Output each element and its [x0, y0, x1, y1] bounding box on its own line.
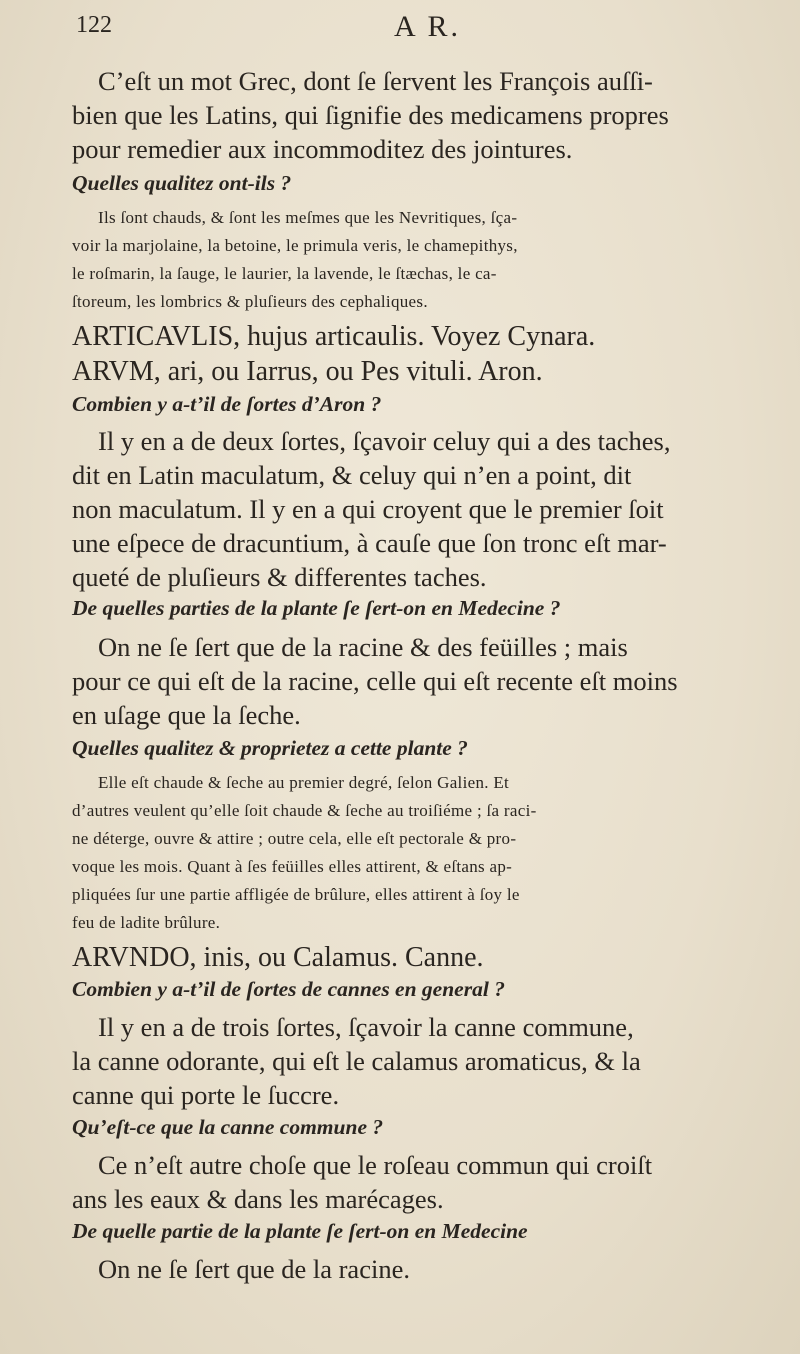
text-line: Ils ſont chauds, & ſont les meſmes que les Nevritiques, ſça- [98, 208, 518, 227]
text-line: voir la marjolaine, la betoine, le primula veris, le chamepithys, [72, 236, 518, 255]
text-line: Ce n’eſt autre choſe que le roſeau commun qui croiſt [98, 1150, 653, 1180]
question-line: Combien y a-t’il de ſortes de cannes en general ? [72, 977, 505, 1001]
text-line: pour ce qui eſt de la racine, celle qui eſt recente eſt moins [72, 666, 678, 696]
text-line: On ne ſe ſert que de la racine. [98, 1254, 410, 1284]
text-line: canne qui porte le ſuccre. [72, 1080, 340, 1110]
text-line: une eſpece de dracuntium, à cauſe que ſon tronc eſt mar- [72, 528, 667, 558]
text-line: pliquées ſur une partie affligée de brûlure, elles attirent à ſoy le [72, 885, 520, 904]
text-line: non maculatum. Il y en a qui croyent que le premier ſoit [72, 494, 664, 524]
question-line: Qu’eſt-ce que la canne commune ? [72, 1115, 384, 1139]
text-line: bien que les Latins, qui ſignifie des medicamens propres [72, 100, 669, 130]
text-line: la canne odorante, qui eſt le calamus aromaticus, & la [72, 1046, 641, 1076]
text-line: pour remedier aux incommoditez des jointures. [72, 134, 573, 164]
text-line: Elle eſt chaude & ſeche au premier degré, ſelon Galien. Et [98, 773, 510, 792]
text-line: le roſmarin, la ſauge, le laurier, la lavende, le ſtæchas, le ca- [72, 264, 497, 283]
text-line: en uſage que la ſeche. [72, 700, 301, 730]
question-line: Combien y a-t’il de ſortes d’Aron ? [72, 392, 382, 416]
text-line: ſtoreum, les lombrics & pluſieurs des cephaliques. [72, 292, 428, 311]
question-line: Quelles qualitez ont-ils ? [72, 171, 292, 195]
question-line: Quelles qualitez & proprietez a cette plante ? [72, 736, 468, 760]
text-line: Il y en a de deux ſortes, ſçavoir celuy qui a des taches, [98, 426, 671, 456]
text-line: voque les mois. Quant à ſes feüilles elles attirent, & eſtans ap- [72, 857, 513, 876]
question-line: De quelle partie de la plante ſe ſert-on en Medecine [72, 1219, 528, 1243]
question-line: De quelles parties de la plante ſe ſert-on en Medecine ? [72, 596, 561, 620]
running-title: A R. [394, 10, 462, 43]
entry-heading: ARTICAVLIS, hujus articaulis. Voyez Cynara. [72, 321, 596, 352]
page-header [72, 10, 760, 50]
text-line: feu de ladite brûlure. [72, 913, 221, 932]
text-line: d’autres veulent qu’elle ſoit chaude & ſeche au troiſiéme ; ſa raci- [72, 801, 537, 820]
text-line: On ne ſe ſert que de la racine & des feüilles ; mais [98, 632, 628, 662]
page-number: 122 [76, 12, 112, 38]
text-line: queté de pluſieurs & differentes taches. [72, 562, 487, 592]
text-line: dit en Latin maculatum, & celuy qui n’en a point, dit [72, 460, 632, 490]
entry-heading: ARVNDO, inis, ou Calamus. Canne. [72, 942, 484, 973]
text-line: ne déterge, ouvre & attire ; outre cela, elle eſt pectorale & pro- [72, 829, 517, 848]
text-line: Il y en a de trois ſortes, ſçavoir la canne commune, [98, 1012, 634, 1042]
text-line: C’eſt un mot Grec, dont ſe ſervent les François auſſi- [98, 66, 653, 96]
text-line: ans les eaux & dans les marécages. [72, 1184, 444, 1214]
entry-heading: ARVM, ari, ou Iarrus, ou Pes vituli. Aron. [72, 356, 543, 387]
